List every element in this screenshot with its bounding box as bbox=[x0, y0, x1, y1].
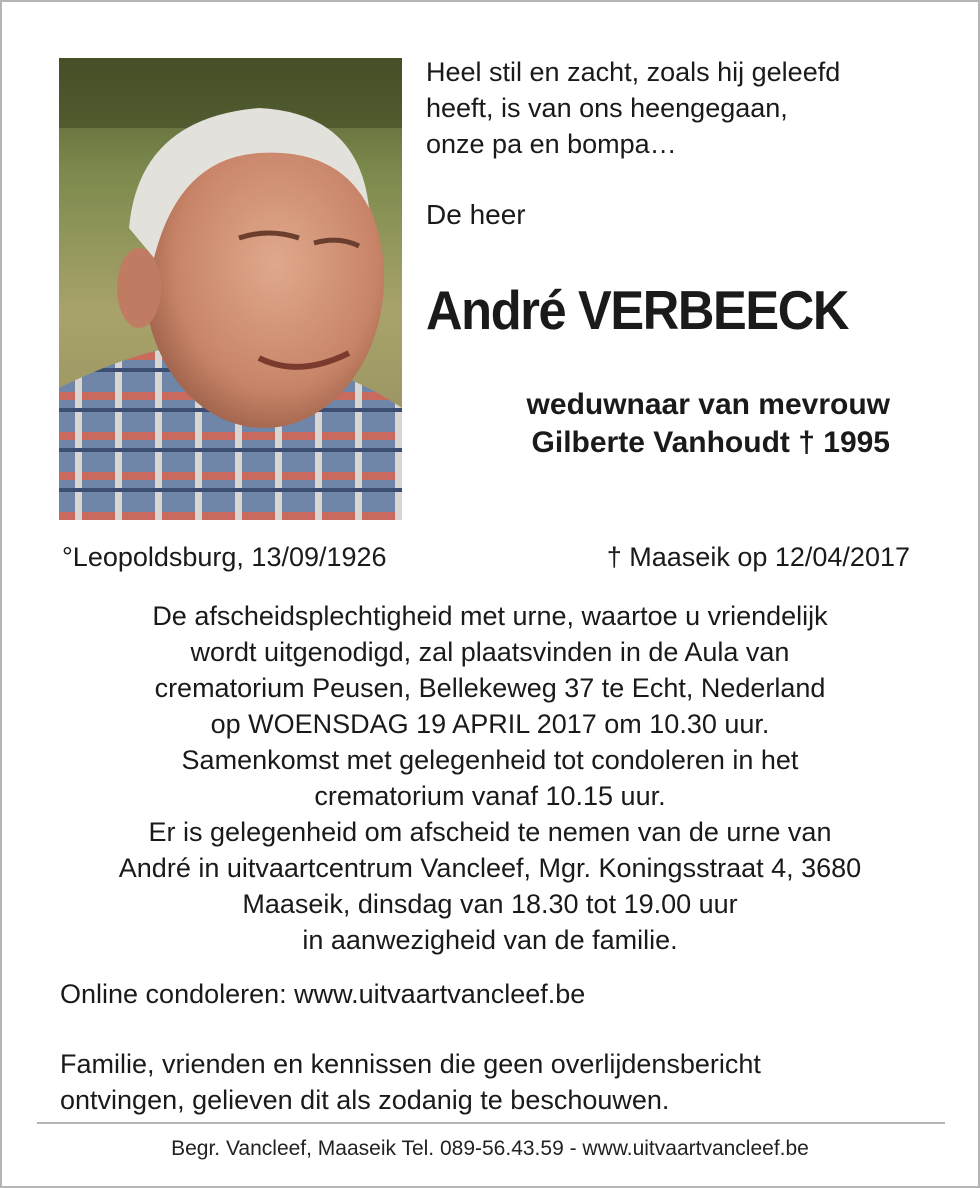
family-line: Familie, vrienden en kennissen die geen overlijdensbericht bbox=[60, 1049, 761, 1079]
ceremony-line: Samenkomst met gelegenheid tot condoleren in het bbox=[181, 745, 799, 775]
ceremony-line: crematorium vanaf 10.15 uur. bbox=[314, 781, 666, 811]
honorific: De heer bbox=[426, 199, 526, 230]
family-notice bbox=[60, 1046, 761, 1118]
intro-text bbox=[426, 54, 946, 162]
ceremony-line: Maaseik, dinsdag van 18.30 tot 19.00 uur bbox=[242, 889, 738, 919]
ceremony-line: André in uitvaartcentrum Vancleef, Mgr. Koningsstraat 4, 3680 bbox=[118, 853, 862, 883]
funeral-home-footer: Begr. Vancleef, Maaseik Tel. 089-56.43.59 - www.uitvaartvancleef.be bbox=[171, 1137, 809, 1160]
portrait-photo bbox=[59, 58, 402, 520]
ceremony-line: Er is gelegenheid om afscheid te nemen van de urne van bbox=[148, 817, 832, 847]
intro-line: Heel stil en zacht, zoals hij geleefd bbox=[426, 57, 841, 87]
spouse-line: weduwnaar van mevrouw bbox=[526, 388, 890, 421]
spouse-line: Gilberte Vanhoudt † 1995 bbox=[531, 426, 890, 459]
death-info: † Maaseik op 12/04/2017 bbox=[606, 542, 910, 572]
spouse-info bbox=[527, 386, 890, 462]
intro-line: onze pa en bompa… bbox=[426, 129, 677, 159]
ceremony-line: De afscheidsplechtigheid met urne, waartoe u vriendelijk bbox=[152, 601, 828, 631]
footer-divider bbox=[37, 1122, 945, 1124]
ceremony-line: crematorium Peusen, Bellekeweg 37 te Echt, Nederland bbox=[154, 673, 826, 703]
birth-info: °Leopoldsburg, 13/09/1926 bbox=[62, 542, 387, 572]
ceremony-details bbox=[40, 598, 940, 958]
ceremony-line: wordt uitgenodigd, zal plaatsvinden in de Aula van bbox=[190, 637, 790, 667]
family-line: ontvingen, gelieven dit als zodanig te beschouwen. bbox=[60, 1085, 670, 1115]
intro-line: heeft, is van ons heengegaan, bbox=[426, 93, 788, 123]
online-condolences: Online condoleren: www.uitvaartvancleef.be bbox=[60, 979, 586, 1009]
ceremony-line: op WOENSDAG 19 APRIL 2017 om 10.30 uur. bbox=[210, 709, 770, 739]
deceased-name: André VERBEECK bbox=[426, 279, 849, 341]
ceremony-line: in aanwezigheid van de familie. bbox=[302, 925, 678, 955]
